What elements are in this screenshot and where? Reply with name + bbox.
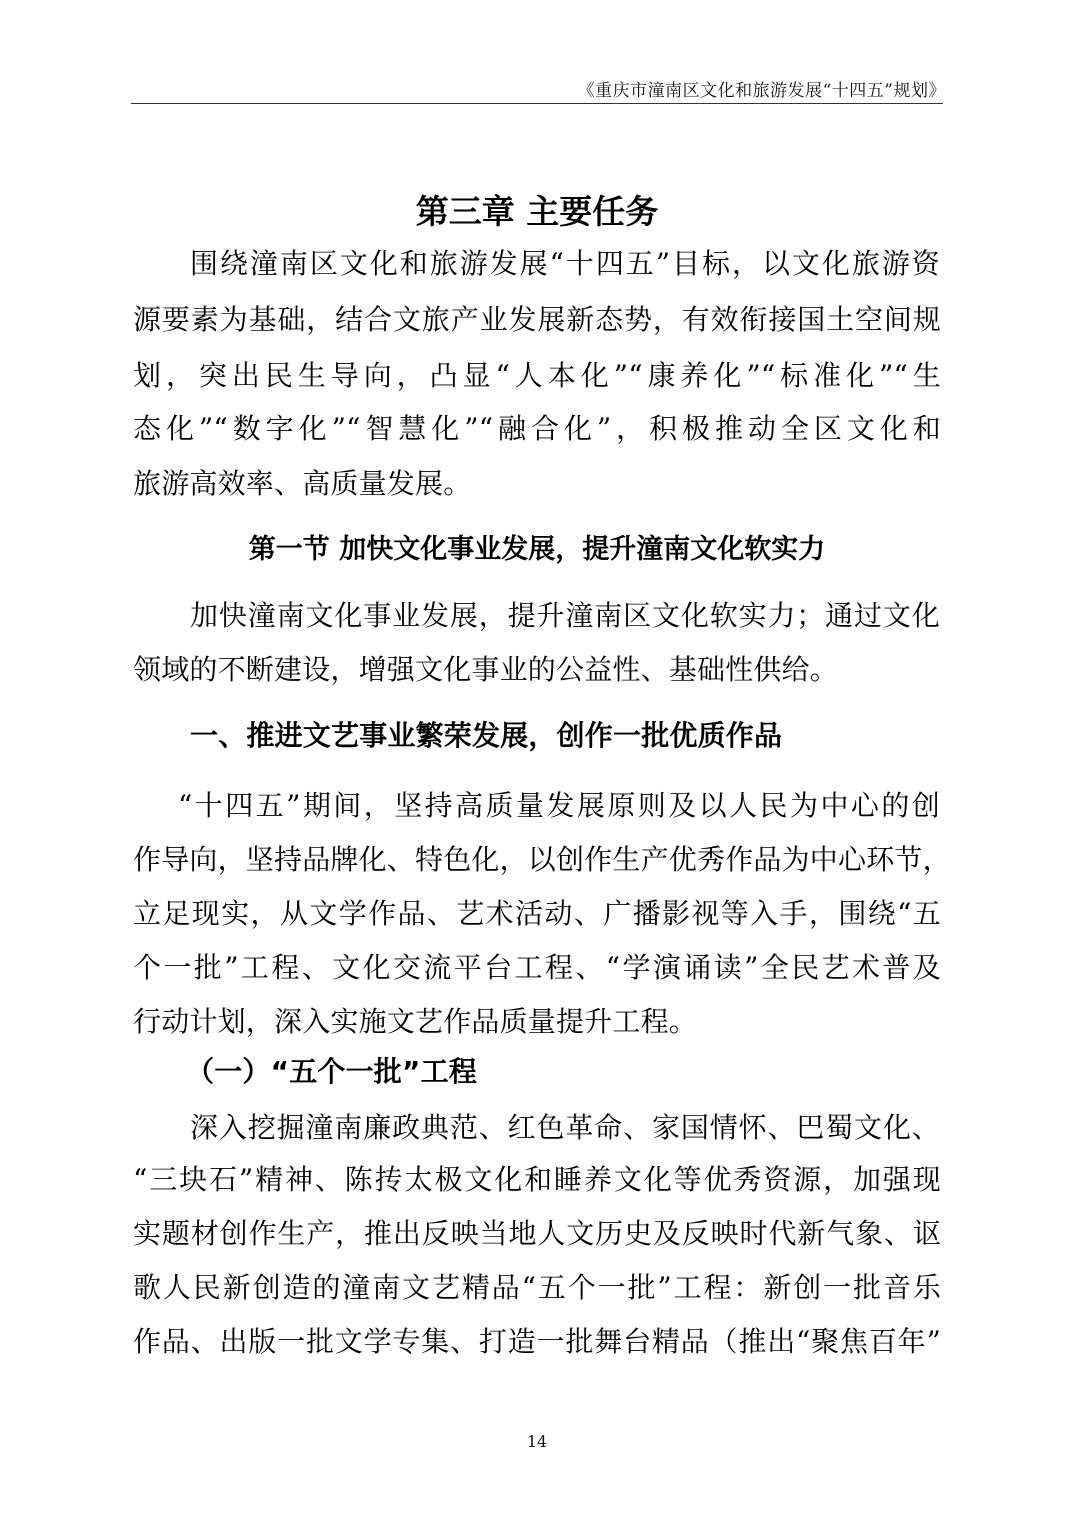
item-line-1: 深入挖掘潼南廉政典范、红色革命、家国情怀、巴蜀文化、 xyxy=(190,1111,940,1144)
intro-line-5: 旅游高效率、高质量发展。 xyxy=(133,467,472,500)
subsection-line-1: “十四五”期间，坚持高质量发展原则及以人民为中心的创 xyxy=(178,789,940,822)
subsection-line-4: 个一批”工程、文化交流平台工程、“学演诵读”全民艺术普及 xyxy=(133,951,941,984)
item-title: （一）“五个一批”工程 xyxy=(186,1055,478,1088)
page-number: 14 xyxy=(526,1432,548,1451)
item-line-3: 实题材创作生产，推出反映当地人文历史及反映时代新气象、讴 xyxy=(133,1217,941,1250)
item-line-4: 歌人民新创造的潼南文艺精品“五个一批”工程：新创一批音乐 xyxy=(133,1271,941,1304)
chapter-title: 第三章 主要任务 xyxy=(415,192,659,231)
intro-line-4: 态化”“数字化”“智慧化”“融合化”，积极推动全区文化和 xyxy=(133,412,941,445)
header-divider xyxy=(131,103,943,104)
intro-line-3: 划，突出民生导向，凸显“人本化”“康养化”“标准化”“生 xyxy=(133,359,941,392)
subsection-line-3: 立足现实，从文学作品、艺术活动、广播影视等入手，围绕“五 xyxy=(133,897,941,930)
subsection-line-5: 行动计划，深入实施文艺作品质量提升工程。 xyxy=(133,1005,698,1038)
intro-line-1: 围绕潼南区文化和旅游发展“十四五”目标，以文化旅游资 xyxy=(190,247,940,280)
item-line-5: 作品、出版一批文学专集、打造一批舞台精品（推出“聚焦百年” xyxy=(133,1325,941,1358)
header-title: 《重庆市潼南区文化和旅游发展“十四五”规划》 xyxy=(577,81,946,101)
section-title: 第一节 加快文化事业发展，提升潼南文化软实力 xyxy=(248,534,826,565)
section-intro-line-2: 领域的不断建设，增强文化事业的公益性、基础性供给。 xyxy=(133,653,839,686)
section-intro-line-1: 加快潼南文化事业发展，提升潼南区文化软实力；通过文化 xyxy=(190,599,940,632)
subsection-line-2: 作导向，坚持品牌化、特色化，以创作生产优秀作品为中心环节， xyxy=(133,843,951,876)
intro-line-2: 源要素为基础，结合文旅产业发展新态势，有效衔接国土空间规 xyxy=(133,303,941,336)
subsection-title: 一、推进文艺事业繁荣发展，创作一批优质作品 xyxy=(190,719,783,752)
item-line-2: “三块石”精神、陈抟太极文化和睡养文化等优秀资源，加强现 xyxy=(133,1163,941,1196)
